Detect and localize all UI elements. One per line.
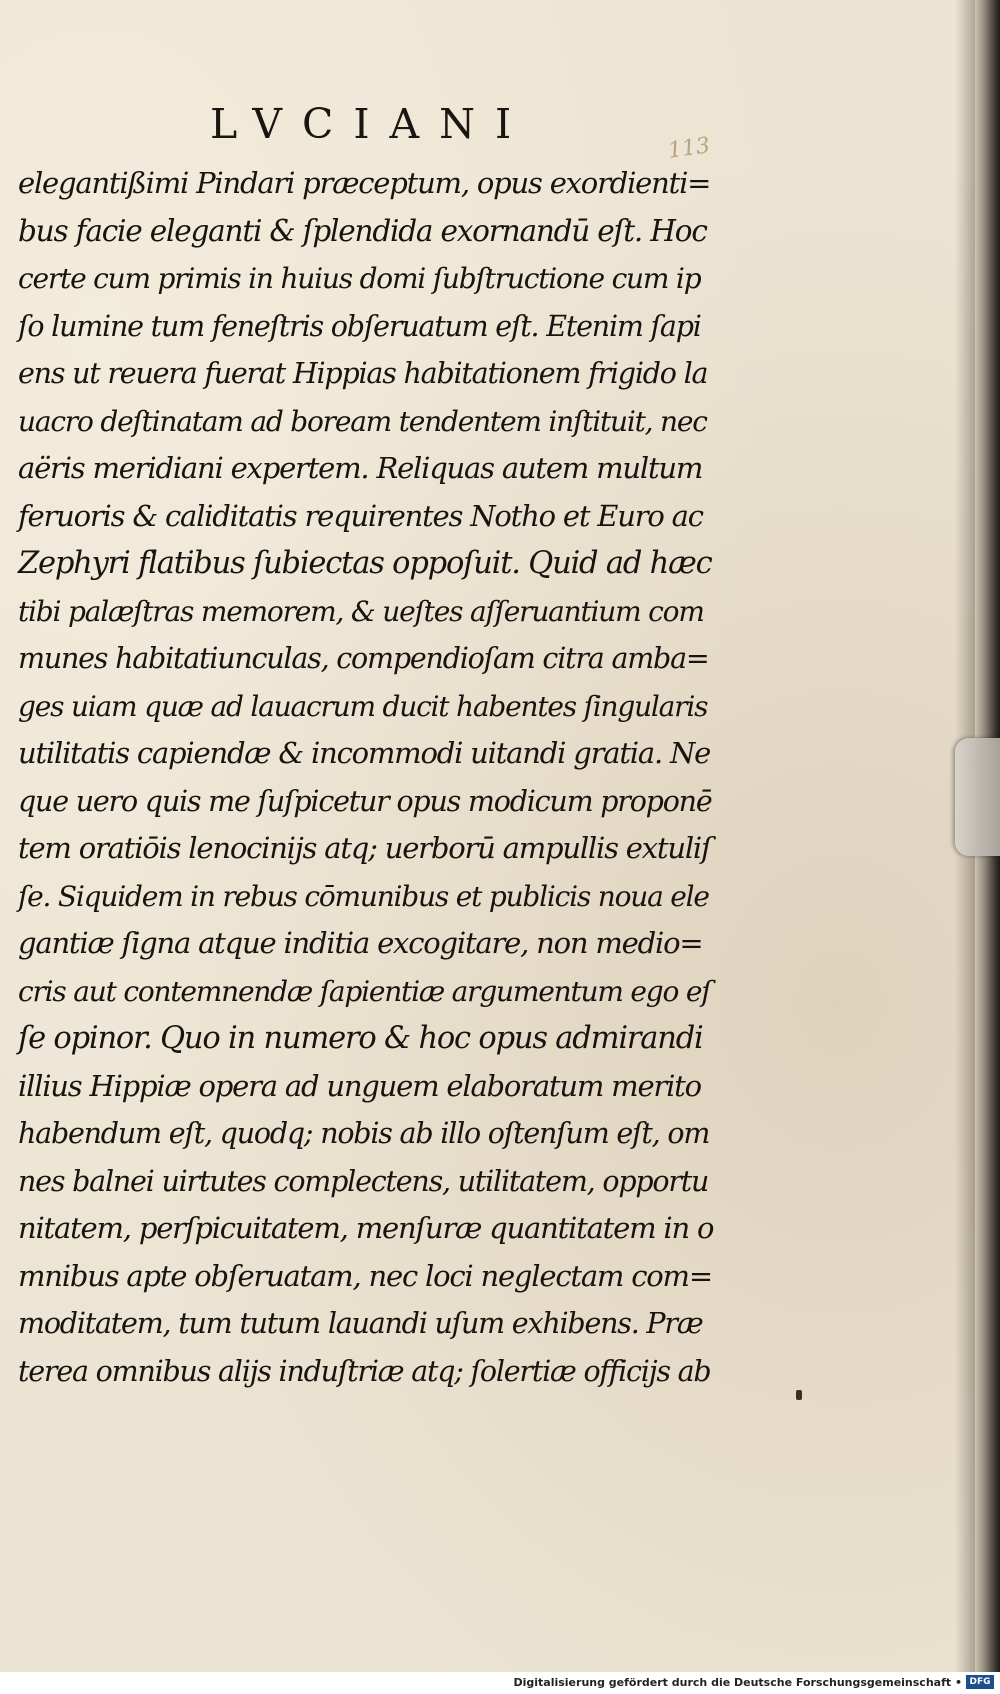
- text-line: feruoris & caliditatis requirentes Notho et Euro ac: [18, 498, 703, 533]
- text-line: moditatem, tum tutum lauandi uſum exhibens. Præ: [18, 1307, 703, 1340]
- text-line: illius Hippiæ opera ad unguem elaboratum merito: [18, 1068, 701, 1103]
- text-line: tibi palæſtras memorem, & ueſtes aſſeruantium com: [18, 594, 704, 628]
- ink-mark: [796, 1390, 802, 1400]
- text-line: bus facie eleganti & ſplendida exornandū eſt. Hoc: [18, 213, 707, 248]
- bookmark-tab: [955, 738, 1000, 856]
- text-line: tem oratiōis lenocinijs atq; uerborū ampullis extuliſ: [18, 831, 711, 865]
- text-line: que uero quis me ſuſpicetur opus modicum proponē: [18, 784, 712, 818]
- text-line: habendum eſt, quodq; nobis ab illo oſtenſum eſt, om: [18, 1117, 710, 1150]
- text-line: elegantißimi Pindari præceptum, opus exordienti=: [18, 166, 711, 200]
- text-line: ſo lumine tum feneſtris obſeruatum eſt. Etenim ſapi: [18, 309, 701, 343]
- text-line: Zephyri flatibus ſubiectas oppoſuit. Quid ad hæc: [18, 546, 712, 581]
- running-head: LVCIANI: [210, 100, 532, 148]
- text-line: gantiæ ſigna atque inditia excogitare, non medio=: [18, 926, 703, 960]
- text-line: ſe opinor. Quo in numero & hoc opus admirandi: [18, 1021, 703, 1056]
- text-line: uacro deſtinatam ad boream tendentem inſtituit, nec: [18, 404, 707, 438]
- text-line: munes habitatiunculas, compendioſam citra amba=: [18, 642, 709, 675]
- text-line: ges uiam quæ ad lauacrum ducit habentes ſingularis: [18, 689, 708, 723]
- text-line: ens ut reuera fuerat Hippias habitationem frigido la: [18, 357, 708, 390]
- text-line: ſe. Siquidem in rebus cōmunibus et publicis noua ele: [18, 879, 709, 913]
- folio-number: 113: [666, 133, 712, 164]
- text-line: terea omnibus alijs induſtriæ atq; ſolertiæ officijs ab: [18, 1354, 711, 1388]
- text-line: certe cum primis in huius domi ſubſtructione cum ip: [18, 262, 701, 295]
- text-line: nitatem, perſpicuitatem, menſuræ quantitatem in o: [18, 1211, 714, 1245]
- text-line: mnibus apte obſeruatam, nec loci neglectam com=: [18, 1258, 712, 1293]
- body-text: [18, 160, 713, 1395]
- dfg-logo: DFG: [966, 1675, 994, 1689]
- text-line: cris aut contemnendæ ſapientiæ argumentum ego eſ: [18, 974, 711, 1008]
- text-line: aëris meridiani expertem. Reliquas autem multum: [18, 451, 703, 485]
- text-line: nes balnei uirtutes complectens, utilitatem, opportu: [18, 1164, 709, 1198]
- text-line: utilitatis capiendæ & incommodi uitandi gratia. Ne: [18, 736, 711, 770]
- funding-notice: Digitalisierung gefördert durch die Deutsche Forschungsgemeinschaft •: [513, 1676, 962, 1689]
